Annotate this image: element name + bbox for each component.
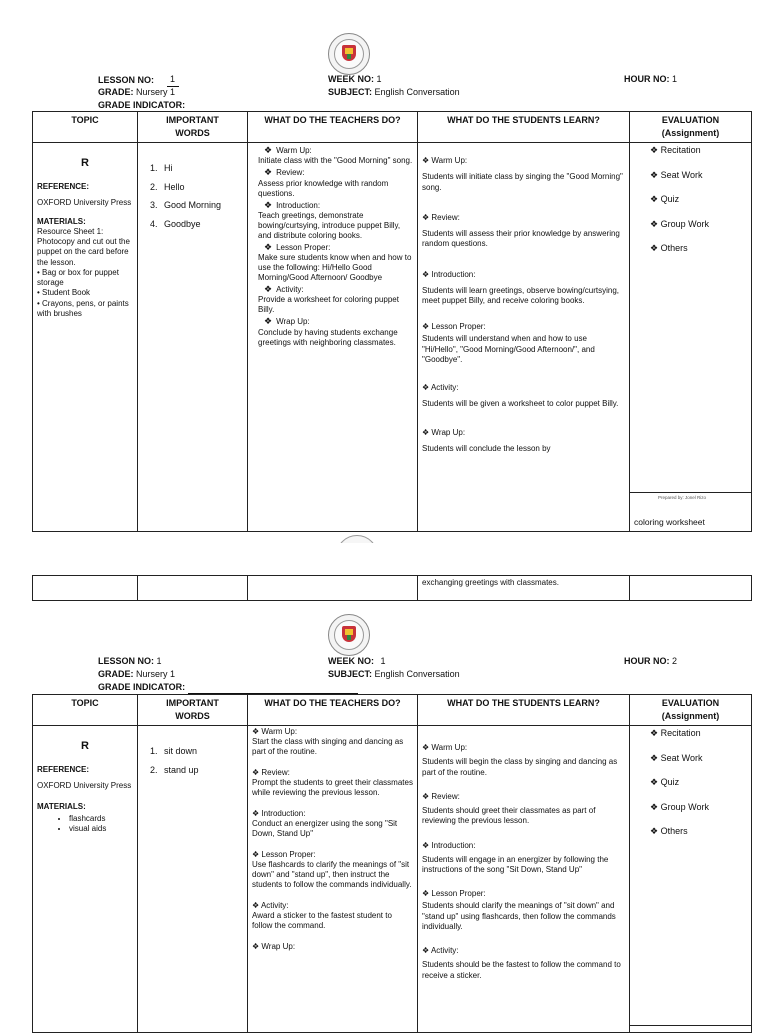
evaluation-item: ❖ Recitation — [650, 728, 701, 739]
teacher-step: ❖ Lesson Proper: Make sure students know when and how to use the following: Hi/Hello Good Morning/Good Afternoon/ Goodbye — [258, 241, 412, 283]
school-seal-logo — [328, 614, 370, 656]
words-list — [142, 163, 243, 230]
table-row — [33, 1026, 752, 1033]
topic-cell — [33, 726, 138, 1033]
student-step: ❖ Review: Students will assess their prior knowledge by answering random questions. — [422, 212, 620, 249]
reference-label: REFERENCE: — [37, 765, 90, 775]
materials-item: • Crayons, pens, or paints with brushes — [37, 298, 129, 318]
evaluation-item: ❖ Quiz — [650, 777, 680, 788]
table-row — [33, 576, 752, 601]
hour-no: HOUR NO: 1 — [624, 74, 678, 84]
list-item: 1. sit down — [160, 746, 243, 758]
table-row — [33, 726, 752, 1026]
lesson-no: LESSON NO: 1 — [98, 74, 179, 87]
header-evaluation: EVALUATION (Assignment) — [630, 695, 752, 726]
header-topic: TOPIC — [33, 112, 138, 143]
evaluation-item: ❖ Quiz — [650, 194, 680, 205]
list-item: • flashcards — [69, 814, 133, 824]
materials-item: • Student Book — [37, 288, 91, 298]
evaluation-item: ❖ Others — [650, 826, 688, 837]
student-step: ❖ Lesson Proper: Students should clarify the meanings of "sit down" and "stand up" using flashcards, then follow the commands individually. — [422, 889, 616, 931]
materials-label: MATERIALS: — [37, 216, 86, 226]
grade: GRADE: Nursery 1 — [98, 669, 176, 679]
teacher-step: ❖ Lesson Proper: Use flashcards to clarify the meanings of "sit down" and "stand up", then instruct the students to follow the commands individually. — [252, 850, 412, 890]
school-seal-logo-partial — [336, 535, 376, 543]
grade-indicator: GRADE INDICATOR: — [98, 100, 400, 112]
grade-indicator: GRADE INDICATOR: — [98, 682, 358, 694]
topic-letter: R — [81, 740, 89, 753]
week-no: WEEK NO: 1 — [328, 74, 382, 84]
evaluation-item: ❖ Recitation — [650, 145, 701, 156]
teacher-step: ❖ Introduction: Conduct an energizer using the song "Sit Down, Stand Up" — [252, 809, 398, 839]
materials-item: • Bag or box for puppet storage — [37, 267, 119, 288]
students-cell — [418, 726, 630, 1033]
header-evaluation: EVALUATION (Assignment) — [630, 112, 752, 143]
continuation-table — [32, 575, 752, 601]
important-words-cell — [138, 726, 248, 1033]
topic-letter: R — [81, 157, 89, 170]
list-item: 4. Goodbye — [160, 219, 243, 231]
subject: SUBJECT: English Conversation — [328, 669, 460, 679]
student-step: ❖ Activity: Students will be given a worksheet to color puppet Billy. — [422, 383, 619, 409]
teacher-step: ❖ Activity: Provide a worksheet for coloring puppet Billy. — [258, 284, 399, 315]
table-row — [33, 143, 752, 493]
school-seal-logo — [328, 33, 370, 75]
grade: GRADE: Nursery 1 — [98, 87, 176, 97]
assignment-cell — [630, 1026, 752, 1033]
table-header-row — [33, 695, 752, 726]
words-list — [142, 746, 243, 776]
teacher-step: ❖ Review: Assess prior knowledge with random questions. — [258, 167, 389, 198]
header-teachers: WHAT DO THE TEACHERS DO? — [248, 112, 418, 143]
evaluation-cell — [630, 726, 752, 1026]
evaluation-item: ❖ Group Work — [650, 218, 709, 229]
important-words-cell — [138, 143, 248, 532]
hour-no: HOUR NO: 2 — [624, 656, 678, 666]
teacher-step: ❖ Wrap Up: Conclude by having students exchange greetings with neighboring classmates. — [258, 316, 398, 347]
teacher-step: ❖ Wrap Up: — [252, 942, 296, 952]
table-header-row — [33, 112, 752, 143]
students-cell — [418, 143, 630, 532]
assignment-text: coloring worksheet — [634, 517, 705, 528]
student-step: ❖ Warm Up: Students will initiate class by singing the "Good Morning" song. — [422, 156, 623, 192]
topic-cell — [33, 143, 138, 532]
lesson-plan-table — [32, 694, 752, 1033]
evaluation-item: ❖ Seat Work — [650, 752, 703, 763]
teacher-step: ❖ Activity: Award a sticker to the fastest student to follow the command. — [252, 901, 392, 931]
list-item: • visual aids — [69, 824, 133, 834]
student-step: ❖ Lesson Proper: Students will understand when and how to use "Hi/Hello", "Good Morning/Good Afternoon/", and "Goodbye". — [422, 322, 595, 364]
teacher-step: ❖ Warm Up: Start the class with singing and dancing as part of the routine. — [252, 727, 404, 757]
student-step: ❖ Review: Students should greet their classmates as part of reviewing the previous lesson. — [422, 791, 596, 826]
lesson-no: LESSON NO: 1 — [98, 656, 162, 666]
header-teachers: WHAT DO THE TEACHERS DO? — [248, 695, 418, 726]
teacher-step: ❖ Warm Up: Initiate class with the "Good Morning" song. — [258, 145, 413, 166]
student-step: ❖ Introduction: Students will learn greetings, observe bowing/curtsying, meet puppet Billy, and receive coloring books. — [422, 269, 619, 305]
teachers-cell — [248, 143, 418, 532]
list-item: 2. Hello — [160, 182, 243, 194]
student-step: ❖ Wrap Up: Students will conclude the lesson by — [422, 427, 551, 453]
header-students: WHAT DO THE STUDENTS LEARN? — [418, 112, 630, 143]
list-item: 1. Hi — [160, 163, 243, 175]
subject: SUBJECT: English Conversation — [328, 87, 460, 97]
week-no: WEEK NO: 1 — [328, 656, 386, 666]
evaluation-cell — [630, 143, 752, 493]
continuation-text: exchanging greetings with classmates. — [422, 578, 559, 587]
lesson-plan-table — [32, 111, 752, 532]
header-students: WHAT DO THE STUDENTS LEARN? — [418, 695, 630, 726]
reference-label: REFERENCE: — [37, 182, 90, 192]
teacher-step: ❖ Review: Prompt the students to greet their classmates while reviewing the previous lesson. — [252, 768, 413, 798]
evaluation-item: ❖ Seat Work — [650, 169, 703, 180]
evaluation-item: ❖ Others — [650, 243, 688, 254]
materials-list — [37, 814, 133, 834]
header-important-words: IMPORTANT WORDS — [138, 695, 248, 726]
reference-text: OXFORD University Press — [37, 781, 132, 791]
student-step: ❖ Introduction: Students will engage in an energizer by following the instructions of the song "Sit Down, Stand Up" — [422, 840, 609, 874]
reference-text: OXFORD University Press — [37, 198, 132, 208]
prepared-by: Prepared by: Jonel Rizo — [658, 495, 707, 500]
list-item: 2. stand up — [160, 765, 243, 777]
student-step: ❖ Activity: Students should be the fastest to follow the command to receive a sticker. — [422, 946, 621, 980]
evaluation-item: ❖ Group Work — [650, 801, 709, 812]
header-important-words: IMPORTANT WORDS — [138, 112, 248, 143]
list-item: 3. Good Morning — [160, 200, 243, 212]
teacher-step: ❖ Introduction: Teach greetings, demonstrate bowing/curtsying, introduce puppet Billy, and distribute coloring books. — [258, 199, 401, 240]
teachers-cell — [248, 726, 418, 1033]
header-topic: TOPIC — [33, 695, 138, 726]
student-step: ❖ Warm Up: Students will begin the class by singing and dancing as part of the routine. — [422, 743, 618, 777]
materials-text: Resource Sheet 1: Photocopy and cut out the puppet on the card before the lesson. — [37, 226, 130, 267]
materials-label: MATERIALS: — [37, 801, 86, 811]
